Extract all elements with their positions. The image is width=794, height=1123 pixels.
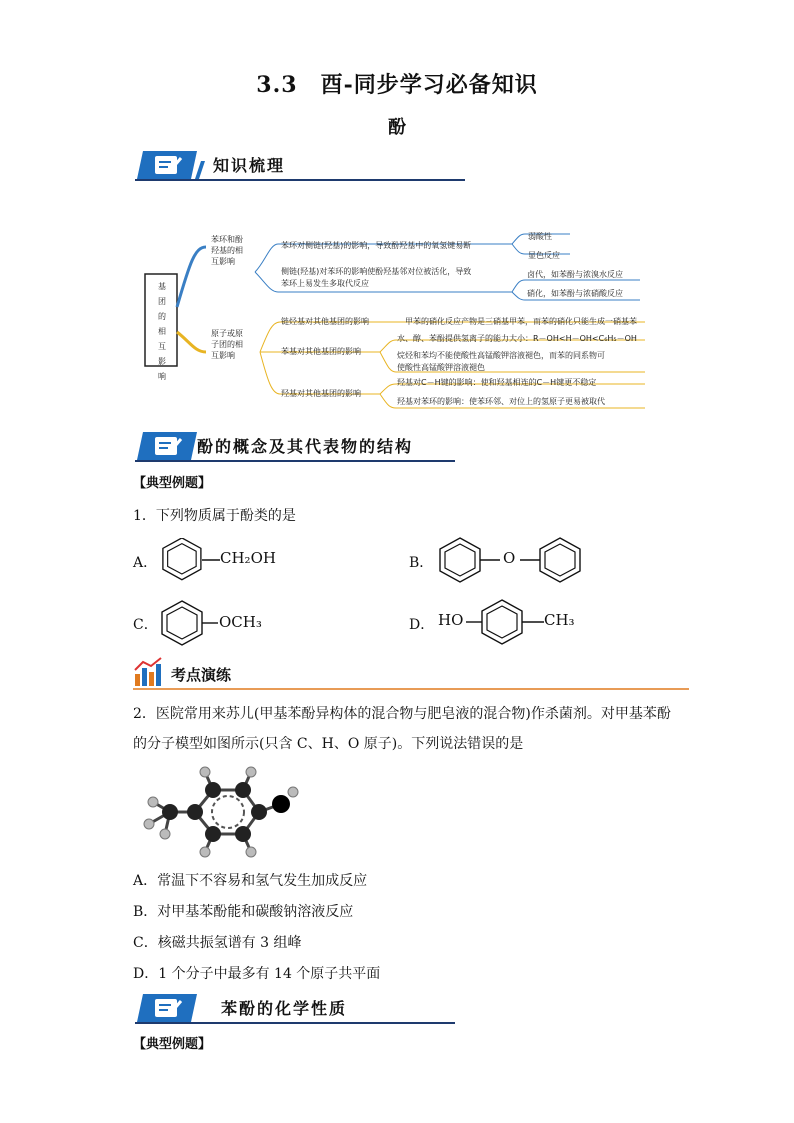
mm-b2-n1a: 甲苯的硝化反应产物是三硝基甲苯，而苯的硝化只能生成一硝基苯 — [405, 317, 637, 326]
section-header-chemistry — [135, 990, 465, 1026]
q1-option-a-label: A． — [133, 555, 158, 571]
mind-map-root-text: 基 团 的 相 互 影 响 — [158, 282, 166, 381]
section-title: 酚的概念及其代表物的结构 — [197, 437, 414, 456]
benzene-ring-c — [158, 599, 228, 647]
mm-b2-n1: 链烃基对其他基团的影响 — [281, 317, 369, 326]
q1-a-substituent: CH₂OH — [220, 549, 276, 567]
mm-b2-n2b: 烷烃和苯均不能使酸性高锰酸钾溶液褪色，而苯的同系物可 使酸性高锰酸钾溶液褪色 — [397, 351, 605, 372]
q1-d-hydroxyl: HO — [438, 611, 464, 629]
q1-d-methyl: CH₃ — [544, 611, 575, 629]
mm-b1-n1: 苯环对侧链(羟基)的影响，导致酚羟基中的氧氢键易断 — [281, 241, 472, 250]
section-header-banner — [135, 147, 465, 183]
q2-option-d: D．1 个分子中最多有 14 个原子共平面 — [133, 966, 381, 982]
q2-option-b: B．对甲基苯酚能和碳酸钠溶液反应 — [133, 904, 354, 920]
mm-b1-n2a: 卤代，如苯酚与浓溴水反应 — [527, 270, 623, 279]
question-2-stem-line2: 的分子模型如图所示(只含 C、H、O 原子)。下列说法错误的是 — [133, 736, 524, 752]
mm-b2-n3a: 羟基对C－H键的影响：使和羟基相连的C－H键更不稳定 — [397, 378, 597, 387]
branch-yellow — [177, 332, 206, 352]
branch-blue — [177, 247, 206, 307]
mm-b2-n3: 羟基对其他基团的影响 — [281, 389, 361, 398]
question-2-stem-line1: 2．医院常用来苏儿(甲基苯酚异构体的混合物与肥皂液的混合物)作杀菌剂。对甲基苯酚 — [133, 706, 671, 722]
section-header-knowledge — [135, 147, 465, 183]
bar-chart-icon — [135, 658, 161, 686]
page-title: 3.3 酉-同步学习必备知识 — [256, 72, 538, 98]
q1-option-b-label: B． — [409, 555, 434, 571]
section-title: 知识梳理 — [213, 156, 286, 175]
section-title: 苯酚的化学性质 — [221, 999, 348, 1018]
mm-b1-label: 苯环和酚 羟基的相 互影响 — [211, 235, 243, 266]
mm-b2-n3b: 羟基对苯环的影响：使苯环邻、对位上的氢原子更易被取代 — [397, 397, 605, 406]
mm-b2-label: 原子或原 子团的相 互影响 — [211, 329, 243, 360]
mm-b1-n2b: 硝化，如苯酚与浓硝酸反应 — [527, 289, 623, 298]
q1-option-d-label: D． — [409, 617, 435, 633]
example-tag-2: 【典型例题】 — [133, 1037, 212, 1052]
section-header-concept — [135, 428, 465, 464]
question-1-stem: 1．下列物质属于酚类的是 — [133, 508, 296, 524]
q1-option-c-label: C． — [133, 617, 158, 633]
mm-b2-n2: 苯基对其他基团的影响 — [281, 347, 361, 356]
mm-b1-n1b: 显色反应 — [528, 251, 560, 260]
q2-option-a: A．常温下不容易和氢气发生加成反应 — [133, 873, 368, 889]
molecule-model-image — [135, 762, 300, 862]
page-subtitle: 酚 — [388, 117, 406, 138]
practice-title: 考点演练 — [171, 666, 232, 684]
mm-b2-n2a: 水、醇、苯酚提供氢离子的能力大小：R－OH<H－OH<C₆H₅－OH — [397, 334, 637, 343]
mm-b1-n1a: 弱酸性 — [528, 232, 552, 241]
q1-c-substituent: OCH₃ — [219, 613, 262, 631]
mm-b1-n2: 侧链(羟基)对苯环的影响使酚羟基邻对位被活化，导致 苯环上易发生多取代反应 — [281, 267, 472, 288]
q2-option-c: C．核磁共振氢谱有 3 组峰 — [133, 935, 302, 951]
benzene-ring-a — [158, 538, 228, 582]
example-tag: 【典型例题】 — [133, 476, 212, 491]
section-header-practice — [133, 656, 689, 690]
benzene-ring-d — [466, 598, 556, 646]
q1-b-oxygen: O — [503, 549, 516, 567]
